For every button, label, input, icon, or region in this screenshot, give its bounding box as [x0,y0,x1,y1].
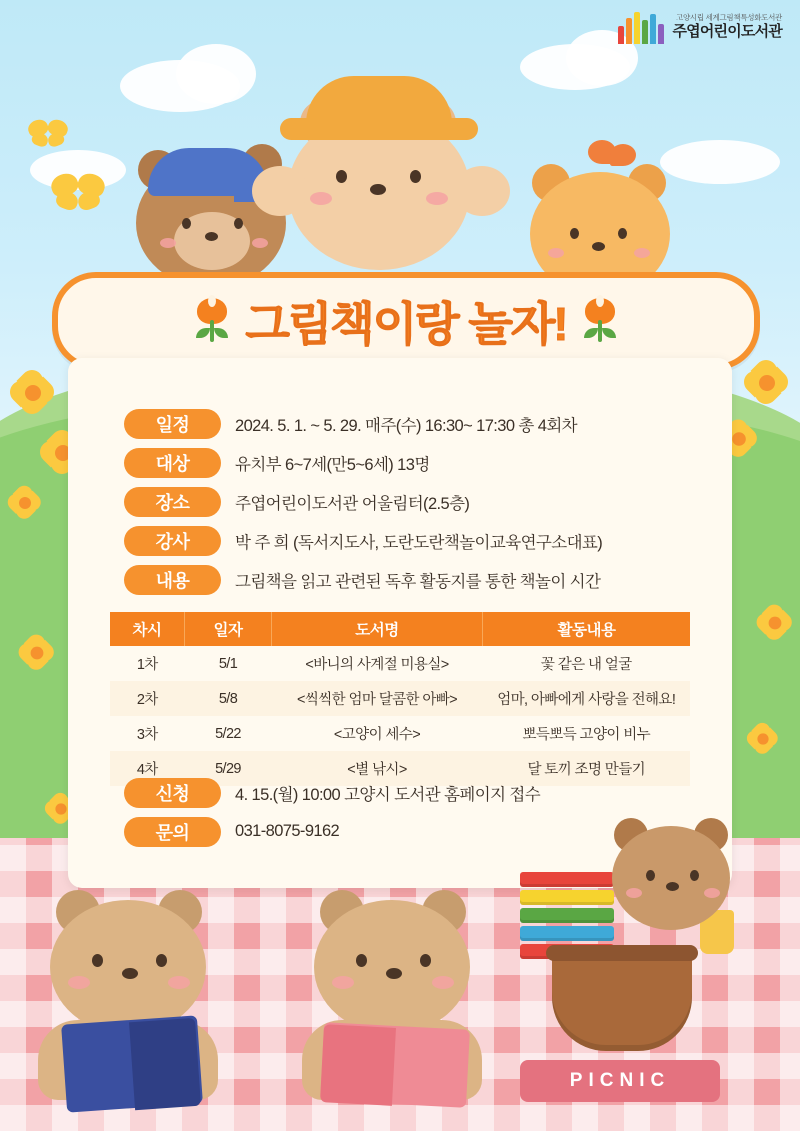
book-4 [520,926,614,941]
cell-date-3: 5/22 [215,725,241,742]
table-header-book: 도서명 [272,612,483,646]
logo-subtitle: 고양시립 세계그림책특성화도서관 [676,13,782,23]
info-row-place [124,482,724,521]
info-value-content: 그림책을 읽고 관련된 독후 활동지를 통한 책놀이 시간 [235,572,601,591]
info-rows [124,404,724,599]
info-label-place: 장소 [124,487,221,517]
table-row [110,716,690,751]
cell-date-2: 5/8 [218,690,238,707]
bear-bottom-right [608,808,748,958]
cell-date-4: 5/29 [215,760,241,777]
book-3 [520,908,614,923]
info-label-content: 내용 [124,565,221,595]
table-row [110,681,690,716]
cell-book-3: <고양이 세수> [333,727,421,743]
cell-date-1: 5/1 [218,655,238,672]
flower-icon-9 [747,723,779,755]
logo-title: 주엽어린이도서관 [672,22,782,40]
butterfly-icon-1 [28,120,68,154]
info-label-contact: 문의 [124,817,221,847]
info-label-audience: 대상 [124,448,221,478]
cell-book-1: <바니의 사계절 미용실> [305,657,449,673]
info-row-instructor [124,521,724,560]
flower-icon-8 [757,605,794,642]
cell-activity-4: 달 토끼 조명 만들기 [527,762,646,778]
cloud-2 [176,44,256,104]
cell-book-2: <씩씩한 엄마 달콤한 아빠> [296,692,458,708]
cell-activity-1: 꽃 같은 내 얼굴 [540,657,632,673]
info-row-apply [124,773,724,812]
tulip-icon-left [195,298,229,344]
picnic-ribbon: PICNIC [520,1060,720,1102]
table-row [110,646,690,681]
info-value-contact: 031-8075-9162 [235,822,340,840]
picnic-basket [552,955,692,1051]
info-label-schedule: 일정 [124,409,221,439]
bear-bottom-left [40,880,240,1100]
cell-activity-2: 엄마, 아빠에게 사랑을 전해요! [497,692,676,708]
info-value-schedule: 2024. 5. 1. ~ 5. 29. 매주(수) 16:30~ 17:30 총 4회차 [235,416,578,435]
info-value-instructor: 박 주 희 (독서지도사, 도란도란책놀이교육연구소대표) [235,533,603,552]
info-label-apply: 신청 [124,778,221,808]
table-header-row [110,612,690,646]
flower-icon-3 [8,486,43,521]
logo-text [672,14,782,40]
cell-activity-3: 뽀득뽀득 고양이 비누 [522,727,651,743]
title-banner [52,272,760,370]
flower-icon-1 [10,370,56,416]
info-value-audience: 유치부 6~7세(만5~6세) 13명 [235,455,430,474]
info-row-content [124,560,724,599]
table-header-date: 일자 [185,612,272,646]
butterfly-icon-2 [51,174,105,220]
schedule-table [110,612,690,786]
flower-icon-6 [744,360,790,406]
info-value-apply: 4. 15.(월) 10:00 고양시 도서관 홈페이지 접수 [235,785,541,804]
page-title: 그림책이랑 놀자! [245,298,567,350]
cell-session-4: 4차 [136,762,158,778]
table-header-activity: 활동내용 [483,612,691,646]
library-logo [618,10,782,44]
logo-bars-icon [618,10,664,44]
cell-book-4: <별 낚시> [347,762,407,778]
book-1 [520,872,614,887]
cell-session-1: 1차 [136,657,158,673]
bear-bottom-middle [304,880,504,1100]
info-value-place: 주엽어린이도서관 어울림터(2.5층) [235,494,470,513]
book-2 [520,890,614,905]
table-header-session: 차시 [110,612,185,646]
info-row-audience [124,443,724,482]
flower-icon-4 [19,635,56,672]
info-row-schedule [124,404,724,443]
info-label-instructor: 강사 [124,526,221,556]
cell-session-3: 3차 [136,727,158,743]
cell-session-2: 2차 [136,692,158,708]
tulip-icon-right [583,298,617,344]
